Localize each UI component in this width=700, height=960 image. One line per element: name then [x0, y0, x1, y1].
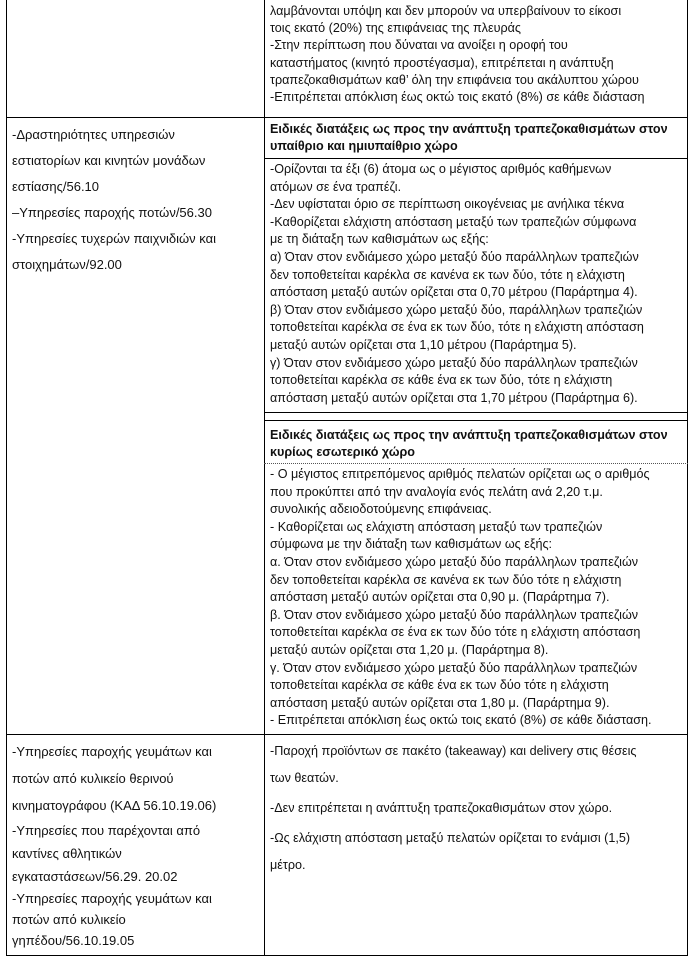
- text-line: των θεατών.: [270, 771, 339, 785]
- text-line: με τη διάταξη των καθισμάτων ως εξής:: [270, 232, 489, 247]
- column-divider: [264, 0, 265, 955]
- text-line: κυρίως εσωτερικό χώρο: [270, 445, 415, 460]
- row2-activity-cell: [12, 122, 216, 278]
- text-line: β) Όταν στον ενδιάμεσο χώρο μεταξύ δύο, παράλληλων τραπεζιών: [270, 302, 643, 317]
- text-line: -Υπηρεσίες παροχής γευμάτων και: [12, 744, 212, 759]
- text-line: Ειδικές διατάξεις ως προς την ανάπτυξη τραπεζοκαθισμάτων στον: [270, 428, 668, 442]
- text-line: μεταξύ αυτών ορίζεται στα 1,20 μ. (Παράρτημα 8).: [270, 642, 549, 657]
- section-body: [270, 161, 644, 407]
- row3-activity-cell: [12, 738, 216, 951]
- text-line: κινηματογράφου (ΚΑΔ 56.10.19.06): [12, 798, 217, 813]
- text-line: λαμβάνονται υπόψη και δεν μπορούν να υπερβαίνουν το είκοσι: [270, 4, 622, 18]
- text-line: -Υπηρεσίες παροχής γευμάτων και: [12, 891, 212, 906]
- text-line: συνολικής αδειοδοτούμενης επιφάνειας.: [270, 502, 492, 517]
- text-line: που προκύπτει από την αναλογία ενός πελάτη ανά 2,20 τ.μ.: [270, 484, 603, 499]
- text-line: καταστήματος (κινητό προστέγασμα), επιτρέπεται η ανάπτυξη: [270, 55, 614, 70]
- text-line: στοιχημάτων/92.00: [12, 257, 122, 272]
- text-line: τραπεζοκαθισμάτων καθ’ όλη την επιφάνεια του ακάλυπτου χώρου: [270, 72, 639, 87]
- row-divider: [6, 117, 688, 118]
- table-border-right: [687, 0, 688, 955]
- text-line: β. Όταν στον ενδιάμεσο χώρο μεταξύ δύο παράλληλων τραπεζιών: [270, 607, 639, 622]
- text-line: Ειδικές διατάξεις ως προς την ανάπτυξη τραπεζοκαθισμάτων στον: [270, 122, 668, 136]
- section-heading: [270, 121, 668, 156]
- text-line: γηπέδου/56.10.19.05: [12, 933, 135, 948]
- text-line: εστιατορίων και κινητών μονάδων: [12, 153, 206, 168]
- text-line: δεν τοποθετείται καρέκλα σε κανένα εκ των δύο τότε η ελάχιστη: [270, 572, 622, 587]
- text-line: α. Όταν στον ενδιάμεσο χώρο μεταξύ δύο παράλληλων τραπεζιών: [270, 554, 639, 569]
- text-line: ποτών από κυλικείο: [12, 912, 126, 927]
- text-line: απόσταση μεταξύ αυτών ορίζεται στα 1,70 μέτρου (Παράρτημα 6).: [270, 390, 638, 405]
- section-divider: [264, 420, 688, 421]
- text-line: ποτών από κυλικείο θερινού: [12, 771, 174, 786]
- text-line: απόσταση μεταξύ αυτών ορίζεται στα 0,70 μέτρου (Παράρτημα 4).: [270, 285, 638, 300]
- table-border-bottom: [6, 955, 688, 956]
- row1-right-cell: [270, 3, 645, 106]
- table-border-left: [6, 0, 7, 955]
- text-line: -Ως ελάχιστη απόσταση μεταξύ πελατών ορίζεται το ενάμισι (1,5): [270, 831, 631, 845]
- text-line: -Παροχή προϊόντων σε πακέτο (takeaway) και delivery στις θέσεις: [270, 744, 637, 758]
- text-line: τοις εκατό (20%) της επιφάνειας της πλευράς: [270, 21, 521, 36]
- text-line: απόσταση μεταξύ αυτών ορίζεται στα 0,90 μ. (Παράρτημα 7).: [270, 590, 610, 605]
- row3-rules-cell: [270, 738, 636, 879]
- text-line: -Υπηρεσίες τυχερών παιχνιδιών και: [12, 231, 217, 246]
- text-line: -Επιτρέπεται απόκλιση έως οκτώ τοις εκατό (8%) σε κάθε διάσταση: [270, 90, 645, 105]
- text-line: τοποθετείται καρέκλα σε ένα εκ των δύο, τότε η ελάχιστη απόσταση: [270, 320, 644, 335]
- text-line: εγκαταστάσεων/56.29. 20.02: [12, 869, 178, 884]
- text-line: -Δεν επιτρέπεται η ανάπτυξη τραπεζοκαθισμάτων στον χώρο.: [270, 801, 613, 815]
- text-line: –Υπηρεσίες παροχής ποτών/56.30: [12, 205, 212, 220]
- text-line: - Επιτρέπεται απόκλιση έως οκτώ τοις εκατό (8%) σε κάθε διάσταση.: [270, 713, 652, 728]
- text-line: - Ο μέγιστος επιτρεπόμενος αριθμός πελατών ορίζεται ως ο αριθμός: [270, 467, 650, 481]
- regulation-table: [6, 0, 688, 955]
- text-line: -Στην περίπτωση που δύναται να ανοίξει η οροφή του: [270, 38, 568, 53]
- text-line: δεν τοποθετείται καρέκλα σε κανένα εκ των δύο, τότε η ελάχιστη: [270, 267, 625, 282]
- text-line: -Δεν υφίσταται όριο σε περίπτωση οικογένειας με ανήλικα τέκνα: [270, 197, 625, 212]
- row-divider: [6, 734, 688, 735]
- text-line: εστίασης/56.10: [12, 179, 100, 194]
- text-line: -Δραστηριότητες υπηρεσιών: [12, 127, 175, 142]
- section-body: [270, 466, 652, 730]
- text-line: απόσταση μεταξύ αυτών ορίζεται στα 1,80 μ. (Παράρτημα 9).: [270, 695, 610, 710]
- text-line: γ. Όταν στον ενδιάμεσο χώρο μεταξύ δύο παράλληλων τραπεζιών: [270, 660, 638, 675]
- text-line: -Ορίζονται τα έξι (6) άτομα ως ο μέγιστος αριθμός καθήμενων: [270, 162, 612, 176]
- section-divider: [264, 158, 688, 159]
- section-divider: [264, 412, 688, 413]
- text-line: - Καθορίζεται ως ελάχιστη απόσταση μεταξύ των τραπεζιών: [270, 519, 603, 534]
- text-line: -Καθορίζεται ελάχιστη απόσταση μεταξύ των τραπεζιών σύμφωνα: [270, 214, 637, 229]
- text-line: τοποθετείται καρέκλα σε κάθε ένα εκ των δύο τότε η ελάχιστη: [270, 678, 609, 693]
- text-line: γ) Όταν στον ενδιάμεσο χώρο μεταξύ δύο παράλληλων τραπεζιών: [270, 355, 638, 370]
- text-line: σύμφωνα με την διάταξη των καθισμάτων ως εξής:: [270, 537, 553, 552]
- text-line: α) Όταν στον ενδιάμεσο χώρο μεταξύ δύο παράλληλων τραπεζιών: [270, 249, 639, 264]
- text-line: τοποθετείται καρέκλα σε ένα εκ των δύο τότε η ελάχιστη απόσταση: [270, 625, 641, 640]
- text-line: μεταξύ αυτών ορίζεται στα 1,10 μέτρου (Παράρτημα 5).: [270, 337, 577, 352]
- text-line: καντίνες αθλητικών: [12, 846, 122, 861]
- text-line: -Υπηρεσίες που παρέχονται από: [12, 823, 201, 838]
- text-line: υπαίθριο και ημιυπαίθριο χώρο: [270, 139, 458, 154]
- text-line: μέτρο.: [270, 858, 306, 872]
- text-line: τοποθετείται καρέκλα σε κάθε ένα εκ των δύο, τότε η ελάχιστη: [270, 373, 613, 388]
- text-line: ατόμων σε ένα τραπέζι.: [270, 179, 402, 194]
- section-heading: [270, 427, 668, 462]
- section-divider: [264, 463, 688, 464]
